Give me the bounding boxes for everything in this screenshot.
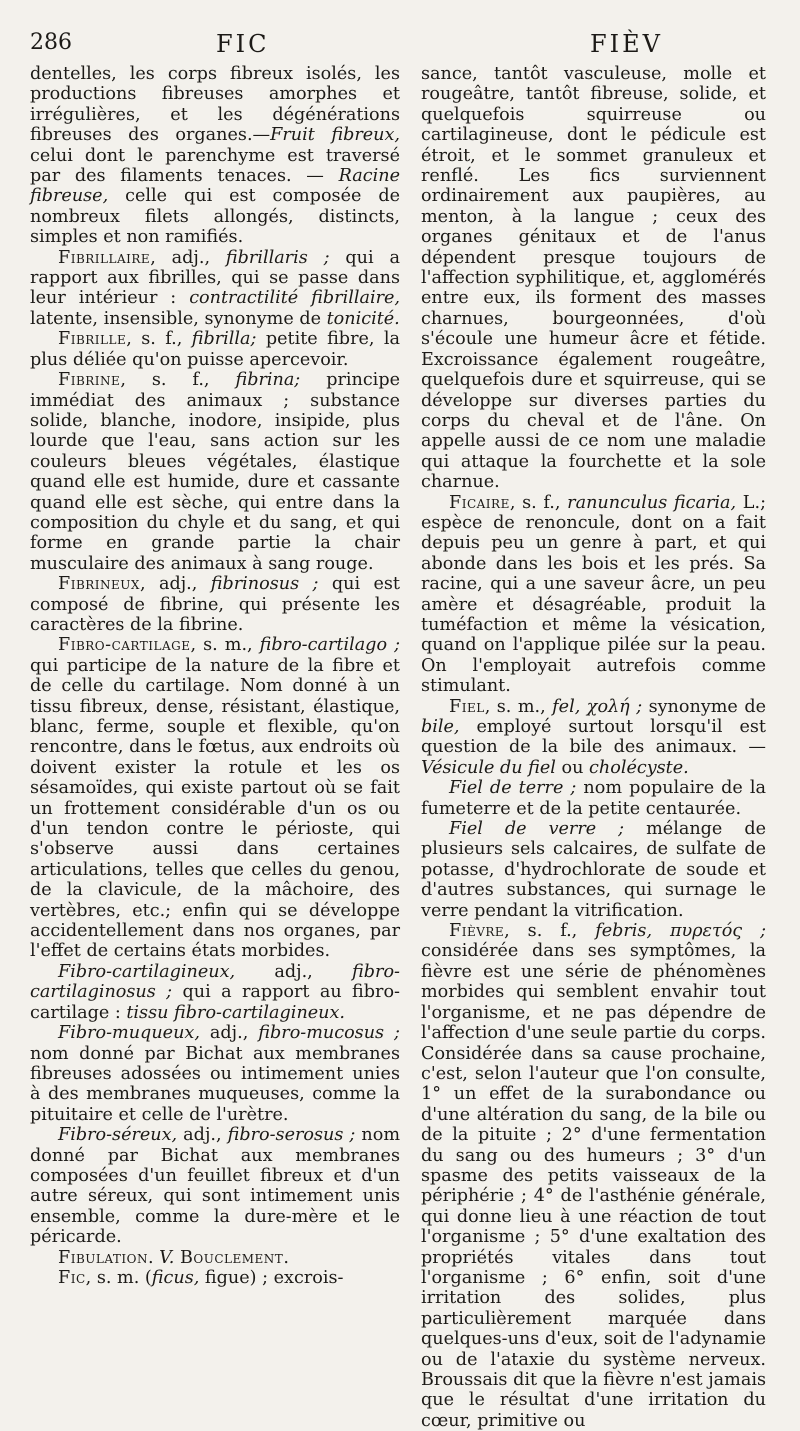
entry-fibreux-continuation: dentelles, les corps fibreux isolés, les productions fibreuses amorphes et irrégulières, et les dégénérations fibreuses des organes.—Fruit fibreux, celui dont le parenchyme est traversé par des filaments tenaces. — Racine fibreuse, celle qui est composée de nombreux filets allongés, distincts, simples et non ramifiés. (30, 64, 400, 248)
entry-fibro-cartilagineux: Fibro-cartilagineux, adj., fibro-cartilaginosus ; qui a rapport au fibro-cartilage : tissu fibro-cartilagineux. (30, 961, 400, 1023)
entry-fiel-de-terre: Fiel de terre ; nom populaire de la fumeterre et de la petite centaurée. (421, 778, 767, 819)
headword: Fibrine (58, 370, 121, 391)
running-head-right: FIÈV (590, 30, 663, 58)
headword: Fic (58, 1267, 86, 1288)
left-column (30, 64, 400, 1288)
headword: Fibrille (58, 329, 127, 350)
entry-fibro-sereux: Fibro-séreux, adj., fibro-serosus ; nom donné par Bichat aux membranes composées d'un feuillet fibreux et d'un autre séreux, qui sont intimement unis ensemble, comme la dure-mère et le péricarde. (30, 1125, 400, 1248)
entry-fic-continuation: sance, tantôt vasculeuse, molle et rougeâtre, tantôt fibreuse, solide, et quelquefois squirreuse ou cartilagineuse, dont le pédicule est étroit, et le sommet granuleux et renflé. Les fics surviennent ordinairement aux paupières, au menton, à la langue ; ceux des organes génitaux et de l'anus dépendent presque toujours de l'affection syphilitique, et, agglomérés entre eux, ils forment des masses charnues, bourgeonnées, d'où s'écoule une humeur âcre et fétide. Excroissance également rougeâtre, quelquefois dure et squirreuse, qui se développe sur diverses parties du corps du cheval et de l'âne. On appelle aussi de ce nom une maladie qui attaque la fourchette et la sole charnue. (421, 64, 766, 493)
headword: Fibrineux (58, 574, 140, 595)
entry-fiel: Fiel, s. m., fel, χολή ; synonyme de bile, employé surtout lorsqu'il est question de la bile des animaux. — Vésicule du fiel ou cholécyste. (421, 696, 766, 778)
entry-fiel-de-verre: Fiel de verre ; mélange de plusieurs sels calcaires, de sulfate de potasse, d'hydrochlorate de soude et d'autres substances, qui surnage le verre pendant la vitrification. (421, 819, 767, 921)
entry-fibro-cartilage: Fibro-cartilage, s. m., fibro-cartilago ; qui participe de la nature de la fibre et de celle du cartilage. Nom donné à un tissu fibreux, dense, résistant, élastique, blanc, ferme, souple et flexible, qu'on rencontre, dans le fœtus, aux endroits où doivent exister la rotule et les os sésamoïdes, qui existe partout où se fait un frottement considérable d'un os ou d'un tendon contre le périoste, qui s'observe aussi dans certaines articulations, telles que celles du genou, de la clavicule, de la mâchoire, des vertèbres, etc.; enfin qui se développe accidentellement dans nos organes, par l'effet de certains états morbides. (30, 635, 400, 962)
entry-fic: Fic, s. m. (ficus, figue) ; excrois- (58, 1267, 344, 1288)
right-column (421, 64, 766, 1431)
headword: Fibrillaire (58, 247, 151, 268)
entry-fibulation: Fibulation. V. Bouclement. (58, 1247, 289, 1268)
entry-fibrillaire: Fibrillaire, adj., fibrillaris ; qui a rapport aux fibrilles, qui se passe dans leur intérieur : contractilité fibrillaire, latente, insensible, synonyme de tonicité. (30, 247, 400, 329)
headword: Fiel (449, 696, 485, 717)
headword: Ficaire (449, 492, 510, 513)
headword: Fièvre (449, 921, 505, 942)
running-head-left: FIC (216, 30, 270, 58)
entry-fibrineux: Fibrineux, adj., fibrinosus ; qui est composé de fibrine, qui présente les caractères de la fibrine. (30, 574, 400, 635)
headword: Fibro-cartilage (58, 635, 191, 656)
entry-fievre: Fièvre, s. f., febris, πυρετός ; considérée dans ses symptômes, la fièvre est une série de phénomènes morbides qui semblent envahir tout l'organisme, et ne pas dépendre de l'affection d'une seule partie du corps. Considérée dans sa cause prochaine, c'est, selon l'auteur que l'on consulte, 1° un effet de la surabondance ou d'une altération du sang, de la bile ou de la pituite ; 2° d'une fermentation du sang ou des humeurs ; 3° d'un spasme des petits vaisseaux de la périphérie ; 4° de l'asthénie générale, qui donne lieu à une réaction de tout l'organisme ; 5° d'une exaltation des propriétés vitales dans tout l'organisme ; 6° enfin, soit d'une irritation des solides, plus particulièrement marquée dans quelques-uns d'eux, soit de l'adynamie ou de l'ataxie du système nerveux. Broussais dit que la fièvre n'est jamais que le résultat d'une irritation du cœur, primitive ou (421, 921, 766, 1431)
entry-fibrille: Fibrille, s. f., fibrilla; petite fibre, la plus déliée qu'on puisse apercevoir. (30, 329, 400, 370)
entry-ficaire: Ficaire, s. f., ranunculus ficaria, L.; espèce de renoncule, dont on a fait depuis peu un genre à part, et qui abonde dans les bois et les prés. Sa racine, qui a une saveur âcre, un peu amère et désagréable, produit la tuméfaction et même la vésication, quand on l'applique pilée sur la peau. On l'employait autrefois comme stimulant. (421, 492, 767, 697)
entry-fibro-muqueux: Fibro-muqueux, adj., fibro-mucosus ; nom donné par Bichat aux membranes fibreuses adossées ou intimement unies à des membranes muqueuses, comme la pituitaire et celle de l'urètre. (30, 1023, 400, 1125)
headword: Fibulation (58, 1247, 148, 1268)
page-number: 286 (30, 30, 72, 55)
entry-fibrine: Fibrine, s. f., fibrina; principe immédiat des animaux ; substance solide, blanche, inodore, insipide, plus lourde que l'eau, sans action sur les couleurs bleues végétales, élastique quand elle est humide, dure et cassante quand elle est sèche, qui entre dans la composition du chyle et du sang, et qui forme en grande partie la chair musculaire des animaux à sang rouge. (30, 370, 400, 574)
